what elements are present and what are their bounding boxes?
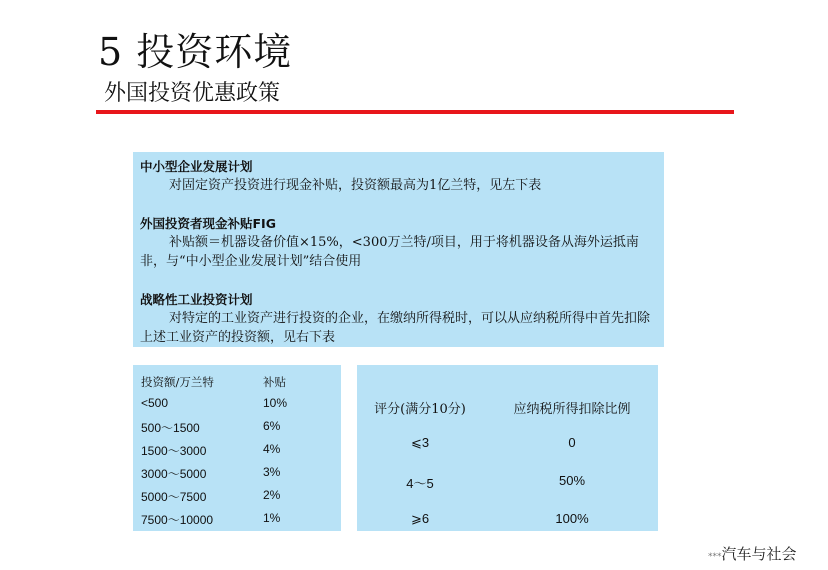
table-row [357, 473, 658, 497]
table-cell: 2% [263, 488, 281, 502]
table-row [141, 442, 341, 462]
table-cell: 4% [263, 442, 281, 456]
table-cell: 3000～5000 [141, 467, 207, 481]
table-row [141, 396, 341, 416]
page-title: 5 投资环境 [98, 30, 293, 74]
watermark-text: 汽车与社会 [721, 545, 797, 563]
table-header-row [357, 398, 658, 422]
section-body: 补贴额＝机器设备价值×15%，<300万兰特/项目，用于将机器设备从海外运抵南非，与“中小型企业发展计划”结合使用 [140, 235, 639, 269]
table-row [141, 488, 341, 508]
table-cell: 1% [263, 511, 281, 525]
table-cell: 500～1500 [141, 421, 200, 435]
title-divider [96, 110, 734, 114]
policy-info-box [133, 152, 664, 347]
table-row [141, 465, 341, 485]
table-cell: 4～5 [406, 476, 434, 491]
table-cell: 6% [263, 419, 281, 433]
table-cell: 1500～3000 [141, 444, 207, 458]
table-row [357, 435, 658, 459]
subsidy-table [133, 365, 341, 531]
table-row [141, 511, 341, 531]
table-cell: 3% [263, 465, 281, 479]
column-header: 补贴 [263, 375, 286, 389]
table-cell: ⩽3 [410, 435, 430, 450]
policy-section-fig [140, 214, 656, 271]
table-cell: ⩾6 [410, 511, 430, 526]
table-cell: 50% [558, 473, 586, 488]
policy-section-strategic [140, 290, 656, 347]
column-header: 投资额/万兰特 [141, 375, 214, 389]
section-title: 战略性工业投资计划 [140, 292, 253, 307]
table-cell: <500 [141, 396, 169, 410]
section-title: 外国投资者现金补贴FIG [140, 216, 276, 231]
table-cell: 10% [263, 396, 288, 410]
tax-deduction-table [357, 365, 658, 531]
page-subtitle: 外国投资优惠政策 [104, 81, 281, 106]
column-header: 评分(满分10分) [374, 402, 466, 417]
table-row [357, 511, 658, 535]
section-body: 对特定的工业资产进行投资的企业，在缴纳所得税时，可以从应纳税所得中首先扣除上述工业资产的投资额，见右下表 [140, 311, 651, 345]
table-cell: 5000～7500 [141, 490, 207, 504]
column-header: 应纳税所得扣除比例 [513, 402, 631, 417]
table-row [141, 419, 341, 439]
table-header-row [141, 374, 341, 394]
table-cell: 100% [555, 511, 589, 526]
section-title: 中小型企业发展计划 [140, 159, 253, 174]
section-body: 对固定资产投资进行现金补贴，投资额最高为1亿兰特，见左下表 [169, 178, 542, 193]
watermark-prefix: *** [708, 552, 722, 562]
table-cell: 0 [568, 435, 576, 450]
policy-section-sme [140, 157, 656, 195]
table-cell: 7500～10000 [141, 513, 214, 527]
source-watermark [708, 543, 797, 564]
